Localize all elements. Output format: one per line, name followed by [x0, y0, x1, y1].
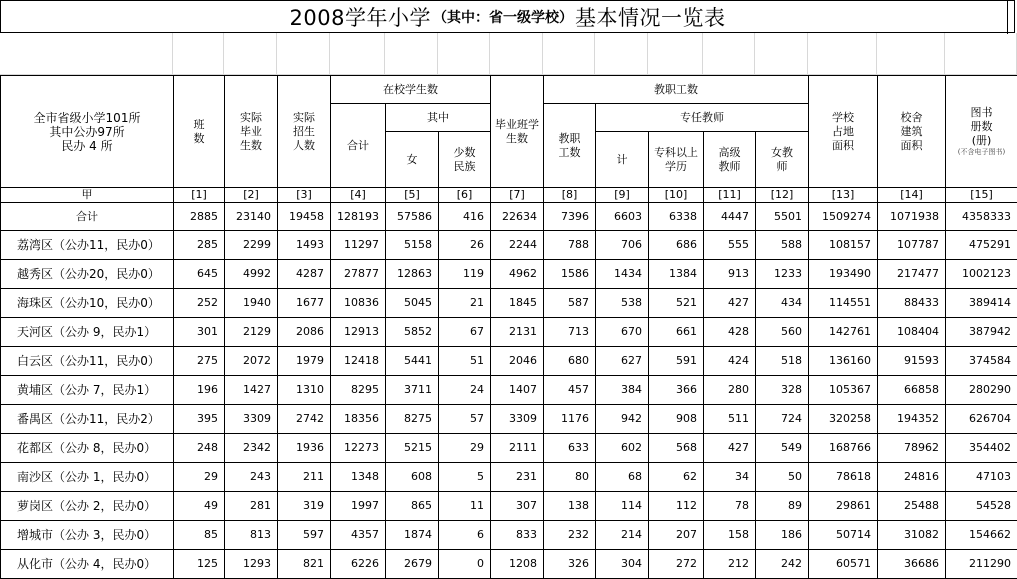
data-cell[interactable]: 1427 — [225, 376, 278, 405]
header-ft-female[interactable]: 女教师 — [756, 132, 809, 188]
total-label[interactable]: 合计 — [1, 203, 174, 231]
data-cell[interactable]: 232 — [544, 521, 596, 550]
data-cell[interactable]: 2342 — [225, 434, 278, 463]
data-cell[interactable]: 457 — [544, 376, 596, 405]
data-cell[interactable]: 833 — [491, 521, 544, 550]
data-cell[interactable]: 686 — [649, 231, 704, 260]
data-cell[interactable]: 0 — [439, 550, 491, 579]
empty-cell[interactable] — [173, 33, 224, 75]
data-cell[interactable]: 1407 — [491, 376, 544, 405]
data-cell[interactable]: 374584 — [946, 347, 1017, 376]
district-name[interactable]: 从化市（公办 4，民办0） — [1, 550, 174, 579]
total-cell[interactable]: 5501 — [756, 203, 809, 231]
data-cell[interactable]: 1586 — [544, 260, 596, 289]
data-cell[interactable]: 88433 — [878, 289, 946, 318]
data-cell[interactable]: 1348 — [331, 463, 386, 492]
table-row — [1, 434, 1017, 463]
district-name[interactable]: 白云区（公办11，民办0） — [1, 347, 174, 376]
empty-cell[interactable] — [543, 33, 595, 75]
index-cell[interactable]: [7] — [491, 188, 544, 203]
district-name[interactable]: 黄埔区（公办 7，民办1） — [1, 376, 174, 405]
data-cell[interactable]: 47103 — [946, 463, 1017, 492]
data-cell[interactable]: 50714 — [809, 521, 878, 550]
header-ft-total[interactable]: 计 — [596, 132, 649, 188]
data-cell[interactable]: 68 — [596, 463, 649, 492]
data-cell[interactable]: 66858 — [878, 376, 946, 405]
data-cell[interactable]: 395 — [174, 405, 225, 434]
district-name[interactable]: 番禺区（公办11，民办2） — [1, 405, 174, 434]
data-cell[interactable]: 1293 — [225, 550, 278, 579]
data-cell[interactable]: 2086 — [278, 318, 331, 347]
data-cell[interactable]: 24 — [439, 376, 491, 405]
data-cell[interactable]: 280 — [704, 376, 756, 405]
header-classes[interactable]: 班数 — [174, 76, 225, 188]
data-cell[interactable]: 112 — [649, 492, 704, 521]
empty-cell[interactable] — [385, 33, 438, 75]
district-name[interactable]: 增城市（公办 3，民办0） — [1, 521, 174, 550]
data-cell[interactable]: 2131 — [491, 318, 544, 347]
data-cell[interactable]: 821 — [278, 550, 331, 579]
data-cell[interactable]: 3711 — [386, 376, 439, 405]
region-line-3: 民办 4 所 — [61, 139, 112, 153]
data-cell[interactable]: 626704 — [946, 405, 1017, 434]
data-cell[interactable]: 62 — [649, 463, 704, 492]
total-cell[interactable]: 1509274 — [809, 203, 878, 231]
district-name[interactable]: 南沙区（公办 1，民办0） — [1, 463, 174, 492]
data-cell[interactable]: 608 — [386, 463, 439, 492]
data-cell[interactable]: 587 — [544, 289, 596, 318]
header-actual-enroll[interactable]: 实际招生人数 — [278, 76, 331, 188]
data-cell[interactable]: 12863 — [386, 260, 439, 289]
header-staff-count[interactable]: 教职工数 — [544, 104, 596, 188]
data-cell[interactable]: 12418 — [331, 347, 386, 376]
empty-cell[interactable] — [0, 33, 173, 75]
data-cell[interactable]: 319 — [278, 492, 331, 521]
data-cell[interactable]: 211 — [278, 463, 331, 492]
total-cell[interactable]: 22634 — [491, 203, 544, 231]
data-cell[interactable]: 27877 — [331, 260, 386, 289]
header-fulltime-group[interactable]: 专任教师 — [596, 104, 809, 132]
district-name[interactable]: 越秀区（公办20，民办0） — [1, 260, 174, 289]
data-cell[interactable]: 114551 — [809, 289, 878, 318]
data-cell[interactable]: 194352 — [878, 405, 946, 434]
data-cell[interactable]: 6226 — [331, 550, 386, 579]
data-cell[interactable]: 597 — [278, 521, 331, 550]
data-cell[interactable]: 427 — [704, 289, 756, 318]
data-cell[interactable]: 1845 — [491, 289, 544, 318]
data-cell[interactable]: 555 — [704, 231, 756, 260]
empty-cell[interactable] — [877, 33, 945, 75]
data-cell[interactable]: 645 — [174, 260, 225, 289]
district-name[interactable]: 天河区（公办 9，民办1） — [1, 318, 174, 347]
data-cell[interactable]: 307 — [491, 492, 544, 521]
index-cell[interactable]: [3] — [278, 188, 331, 203]
empty-cell[interactable] — [648, 33, 703, 75]
data-cell[interactable]: 328 — [756, 376, 809, 405]
data-cell[interactable]: 105367 — [809, 376, 878, 405]
data-cell[interactable]: 136160 — [809, 347, 878, 376]
index-row — [1, 188, 1017, 203]
data-cell[interactable]: 8295 — [331, 376, 386, 405]
index-cell[interactable]: [13] — [809, 188, 878, 203]
data-cell[interactable]: 60571 — [809, 550, 878, 579]
data-cell[interactable]: 12273 — [331, 434, 386, 463]
header-students-total[interactable]: 合计 — [331, 104, 386, 188]
data-cell[interactable]: 5852 — [386, 318, 439, 347]
data-cell[interactable]: 549 — [756, 434, 809, 463]
data-cell[interactable]: 518 — [756, 347, 809, 376]
data-cell[interactable]: 1936 — [278, 434, 331, 463]
header-staff-group[interactable]: 教职工数 — [544, 76, 809, 104]
data-cell[interactable]: 142761 — [809, 318, 878, 347]
title-edge-cell — [1007, 1, 1014, 34]
data-cell[interactable]: 2111 — [491, 434, 544, 463]
header-books[interactable] — [946, 76, 1017, 188]
total-cell[interactable]: 4447 — [704, 203, 756, 231]
index-cell[interactable]: [1] — [174, 188, 225, 203]
data-cell[interactable]: 78618 — [809, 463, 878, 492]
data-cell[interactable]: 4357 — [331, 521, 386, 550]
data-cell[interactable]: 154662 — [946, 521, 1017, 550]
title-subtitle: （其中：省一级学校） — [433, 7, 573, 27]
data-cell[interactable]: 119 — [439, 260, 491, 289]
data-cell[interactable]: 29 — [439, 434, 491, 463]
data-cell[interactable]: 211290 — [946, 550, 1017, 579]
data-cell[interactable]: 34 — [704, 463, 756, 492]
header-students-of-which[interactable]: 其中 — [386, 104, 491, 132]
table-row — [1, 492, 1017, 521]
books-label: 图书册数(册) — [946, 106, 1017, 148]
table-row — [1, 376, 1017, 405]
data-cell[interactable]: 1208 — [491, 550, 544, 579]
data-cell[interactable]: 2742 — [278, 405, 331, 434]
data-cell[interactable]: 25488 — [878, 492, 946, 521]
data-cell[interactable]: 78 — [704, 492, 756, 521]
data-cell[interactable]: 6 — [439, 521, 491, 550]
header-female[interactable]: 女 — [386, 132, 439, 188]
data-cell[interactable]: 138 — [544, 492, 596, 521]
data-cell[interactable]: 57 — [439, 405, 491, 434]
empty-cell[interactable] — [755, 33, 808, 75]
data-cell[interactable]: 713 — [544, 318, 596, 347]
total-cell[interactable]: 7396 — [544, 203, 596, 231]
index-cell[interactable]: [10] — [649, 188, 704, 203]
total-row — [1, 203, 1017, 231]
data-cell[interactable]: 168766 — [809, 434, 878, 463]
title-main-right: 基本情况一览表 — [575, 2, 726, 32]
table-row — [1, 347, 1017, 376]
total-cell[interactable]: 1071938 — [878, 203, 946, 231]
data-cell[interactable]: 1176 — [544, 405, 596, 434]
data-cell[interactable]: 51 — [439, 347, 491, 376]
header-students-group[interactable]: 在校学生数 — [331, 76, 491, 104]
data-cell[interactable]: 196 — [174, 376, 225, 405]
data-cell[interactable]: 36686 — [878, 550, 946, 579]
data-cell[interactable]: 29 — [174, 463, 225, 492]
data-cell[interactable]: 913 — [704, 260, 756, 289]
empty-cell[interactable] — [438, 33, 490, 75]
header-region[interactable] — [1, 76, 174, 188]
index-cell[interactable]: [8] — [544, 188, 596, 203]
data-cell[interactable]: 521 — [649, 289, 704, 318]
data-cell[interactable]: 5215 — [386, 434, 439, 463]
title-main-left: 2008学年小学 — [290, 2, 431, 32]
data-cell[interactable]: 80 — [544, 463, 596, 492]
data-cell[interactable]: 326 — [544, 550, 596, 579]
data-cell[interactable]: 366 — [649, 376, 704, 405]
table-row — [1, 550, 1017, 579]
data-cell[interactable]: 85 — [174, 521, 225, 550]
data-cell[interactable]: 5158 — [386, 231, 439, 260]
data-cell[interactable]: 387942 — [946, 318, 1017, 347]
header-building-area[interactable]: 校舍建筑面积 — [878, 76, 946, 188]
data-cell[interactable]: 1434 — [596, 260, 649, 289]
region-line-1: 全市省级小学101所 — [34, 111, 141, 125]
data-cell[interactable]: 568 — [649, 434, 704, 463]
total-cell[interactable]: 19458 — [278, 203, 331, 231]
data-cell[interactable]: 1677 — [278, 289, 331, 318]
data-cell[interactable]: 29861 — [809, 492, 878, 521]
data-cell[interactable]: 908 — [649, 405, 704, 434]
data-cell[interactable]: 1002123 — [946, 260, 1017, 289]
data-cell[interactable]: 670 — [596, 318, 649, 347]
data-cell[interactable]: 2244 — [491, 231, 544, 260]
data-cell[interactable]: 2072 — [225, 347, 278, 376]
data-cell[interactable]: 67 — [439, 318, 491, 347]
data-cell[interactable]: 304 — [596, 550, 649, 579]
data-cell[interactable]: 4962 — [491, 260, 544, 289]
district-name[interactable]: 萝岗区（公办 2，民办0） — [1, 492, 174, 521]
data-cell[interactable]: 591 — [649, 347, 704, 376]
data-cell[interactable]: 389414 — [946, 289, 1017, 318]
data-cell[interactable]: 1310 — [278, 376, 331, 405]
data-cell[interactable]: 214 — [596, 521, 649, 550]
data-cell[interactable]: 114 — [596, 492, 649, 521]
region-line-2: 其中公办97所 — [49, 125, 124, 139]
district-name[interactable]: 海珠区（公办10，民办0） — [1, 289, 174, 318]
data-cell[interactable]: 434 — [756, 289, 809, 318]
data-cell[interactable]: 193490 — [809, 260, 878, 289]
total-cell[interactable]: 4358333 — [946, 203, 1017, 231]
data-cell[interactable]: 11297 — [331, 231, 386, 260]
data-cell[interactable]: 26 — [439, 231, 491, 260]
header-ft-college[interactable]: 专科以上学历 — [649, 132, 704, 188]
data-cell[interactable]: 107787 — [878, 231, 946, 260]
data-cell[interactable]: 89 — [756, 492, 809, 521]
header-minority[interactable]: 少数民族 — [439, 132, 491, 188]
data-cell[interactable]: 1997 — [331, 492, 386, 521]
index-cell[interactable]: [4] — [331, 188, 386, 203]
data-cell[interactable]: 207 — [649, 521, 704, 550]
index-cell[interactable]: [14] — [878, 188, 946, 203]
data-cell[interactable]: 186 — [756, 521, 809, 550]
data-cell[interactable]: 588 — [756, 231, 809, 260]
empty-grid-row — [0, 33, 1017, 75]
data-cell[interactable]: 18356 — [331, 405, 386, 434]
data-cell[interactable]: 242 — [756, 550, 809, 579]
data-cell[interactable]: 21 — [439, 289, 491, 318]
data-cell[interactable]: 108404 — [878, 318, 946, 347]
data-cell[interactable]: 511 — [704, 405, 756, 434]
data-cell[interactable]: 50 — [756, 463, 809, 492]
total-cell[interactable]: 23140 — [225, 203, 278, 231]
data-cell[interactable]: 1384 — [649, 260, 704, 289]
data-cell[interactable]: 427 — [704, 434, 756, 463]
data-cell[interactable]: 24816 — [878, 463, 946, 492]
data-cell[interactable]: 2299 — [225, 231, 278, 260]
table-row — [1, 463, 1017, 492]
data-cell[interactable]: 243 — [225, 463, 278, 492]
data-cell[interactable]: 78962 — [878, 434, 946, 463]
empty-cell[interactable] — [224, 33, 277, 75]
district-name[interactable]: 花都区（公办 8，民办0） — [1, 434, 174, 463]
data-cell[interactable]: 2046 — [491, 347, 544, 376]
total-cell[interactable]: 57586 — [386, 203, 439, 231]
data-cell[interactable]: 1979 — [278, 347, 331, 376]
data-cell[interactable]: 275 — [174, 347, 225, 376]
data-cell[interactable]: 54528 — [946, 492, 1017, 521]
data-table — [0, 75, 1017, 579]
index-cell[interactable]: [12] — [756, 188, 809, 203]
data-cell[interactable]: 680 — [544, 347, 596, 376]
data-cell[interactable]: 424 — [704, 347, 756, 376]
data-cell[interactable]: 5441 — [386, 347, 439, 376]
total-cell[interactable]: 128193 — [331, 203, 386, 231]
data-cell[interactable]: 602 — [596, 434, 649, 463]
index-cell[interactable]: [11] — [704, 188, 756, 203]
data-cell[interactable]: 4992 — [225, 260, 278, 289]
header-ft-senior[interactable]: 高级教师 — [704, 132, 756, 188]
index-cell[interactable]: [2] — [225, 188, 278, 203]
data-cell[interactable]: 3309 — [225, 405, 278, 434]
data-cell[interactable]: 285 — [174, 231, 225, 260]
data-cell[interactable]: 428 — [704, 318, 756, 347]
header-land-area[interactable]: 学校占地面积 — [809, 76, 878, 188]
index-cell[interactable]: [5] — [386, 188, 439, 203]
data-cell[interactable]: 8275 — [386, 405, 439, 434]
table-row — [1, 289, 1017, 318]
data-cell[interactable]: 301 — [174, 318, 225, 347]
data-cell[interactable]: 384 — [596, 376, 649, 405]
data-cell[interactable]: 942 — [596, 405, 649, 434]
empty-cell[interactable] — [277, 33, 330, 75]
district-name[interactable]: 荔湾区（公办11，民办0） — [1, 231, 174, 260]
data-cell[interactable]: 12913 — [331, 318, 386, 347]
data-cell[interactable]: 5 — [439, 463, 491, 492]
table-row — [1, 231, 1017, 260]
index-cell[interactable]: [9] — [596, 188, 649, 203]
empty-cell[interactable] — [595, 33, 648, 75]
table-row — [1, 405, 1017, 434]
data-cell[interactable]: 560 — [756, 318, 809, 347]
index-cell[interactable]: [15] — [946, 188, 1017, 203]
data-cell[interactable]: 320258 — [809, 405, 878, 434]
data-cell[interactable]: 1493 — [278, 231, 331, 260]
total-cell[interactable]: 2885 — [174, 203, 225, 231]
table-row — [1, 318, 1017, 347]
data-cell[interactable]: 633 — [544, 434, 596, 463]
total-cell[interactable]: 6338 — [649, 203, 704, 231]
data-cell[interactable]: 1940 — [225, 289, 278, 318]
data-cell[interactable]: 108157 — [809, 231, 878, 260]
data-cell[interactable]: 31082 — [878, 521, 946, 550]
empty-cell[interactable] — [703, 33, 755, 75]
data-cell[interactable]: 813 — [225, 521, 278, 550]
empty-cell[interactable] — [330, 33, 385, 75]
data-cell[interactable]: 788 — [544, 231, 596, 260]
data-cell[interactable]: 865 — [386, 492, 439, 521]
index-cell[interactable]: [6] — [439, 188, 491, 203]
table-row — [1, 521, 1017, 550]
books-note: (不含电子图书) — [946, 148, 1017, 157]
data-cell[interactable]: 724 — [756, 405, 809, 434]
total-cell[interactable]: 416 — [439, 203, 491, 231]
data-cell[interactable]: 91593 — [878, 347, 946, 376]
data-cell[interactable]: 475291 — [946, 231, 1017, 260]
data-cell[interactable]: 125 — [174, 550, 225, 579]
data-cell[interactable]: 248 — [174, 434, 225, 463]
data-cell[interactable]: 4287 — [278, 260, 331, 289]
empty-cell[interactable] — [490, 33, 543, 75]
header-grad-class-students[interactable]: 毕业班学生数 — [491, 76, 544, 188]
title-cell[interactable] — [0, 0, 1015, 33]
data-cell[interactable]: 354402 — [946, 434, 1017, 463]
total-cell[interactable]: 6603 — [596, 203, 649, 231]
data-cell[interactable]: 231 — [491, 463, 544, 492]
data-cell[interactable]: 11 — [439, 492, 491, 521]
data-cell[interactable]: 3309 — [491, 405, 544, 434]
data-cell[interactable]: 538 — [596, 289, 649, 318]
data-cell[interactable]: 280290 — [946, 376, 1017, 405]
data-cell[interactable]: 2129 — [225, 318, 278, 347]
data-cell[interactable]: 2679 — [386, 550, 439, 579]
data-cell[interactable]: 272 — [649, 550, 704, 579]
data-cell[interactable]: 158 — [704, 521, 756, 550]
header-actual-grads[interactable]: 实际毕业生数 — [225, 76, 278, 188]
table-row — [1, 260, 1017, 289]
data-cell[interactable]: 706 — [596, 231, 649, 260]
data-cell[interactable]: 661 — [649, 318, 704, 347]
data-cell[interactable]: 1233 — [756, 260, 809, 289]
data-cell[interactable]: 281 — [225, 492, 278, 521]
empty-cell[interactable] — [945, 33, 1017, 75]
data-cell[interactable]: 252 — [174, 289, 225, 318]
data-cell[interactable]: 212 — [704, 550, 756, 579]
data-cell[interactable]: 217477 — [878, 260, 946, 289]
data-cell[interactable]: 5045 — [386, 289, 439, 318]
data-cell[interactable]: 1874 — [386, 521, 439, 550]
empty-cell[interactable] — [808, 33, 877, 75]
index-cell[interactable]: 甲 — [1, 188, 174, 203]
data-cell[interactable]: 49 — [174, 492, 225, 521]
data-cell[interactable]: 10836 — [331, 289, 386, 318]
data-cell[interactable]: 627 — [596, 347, 649, 376]
